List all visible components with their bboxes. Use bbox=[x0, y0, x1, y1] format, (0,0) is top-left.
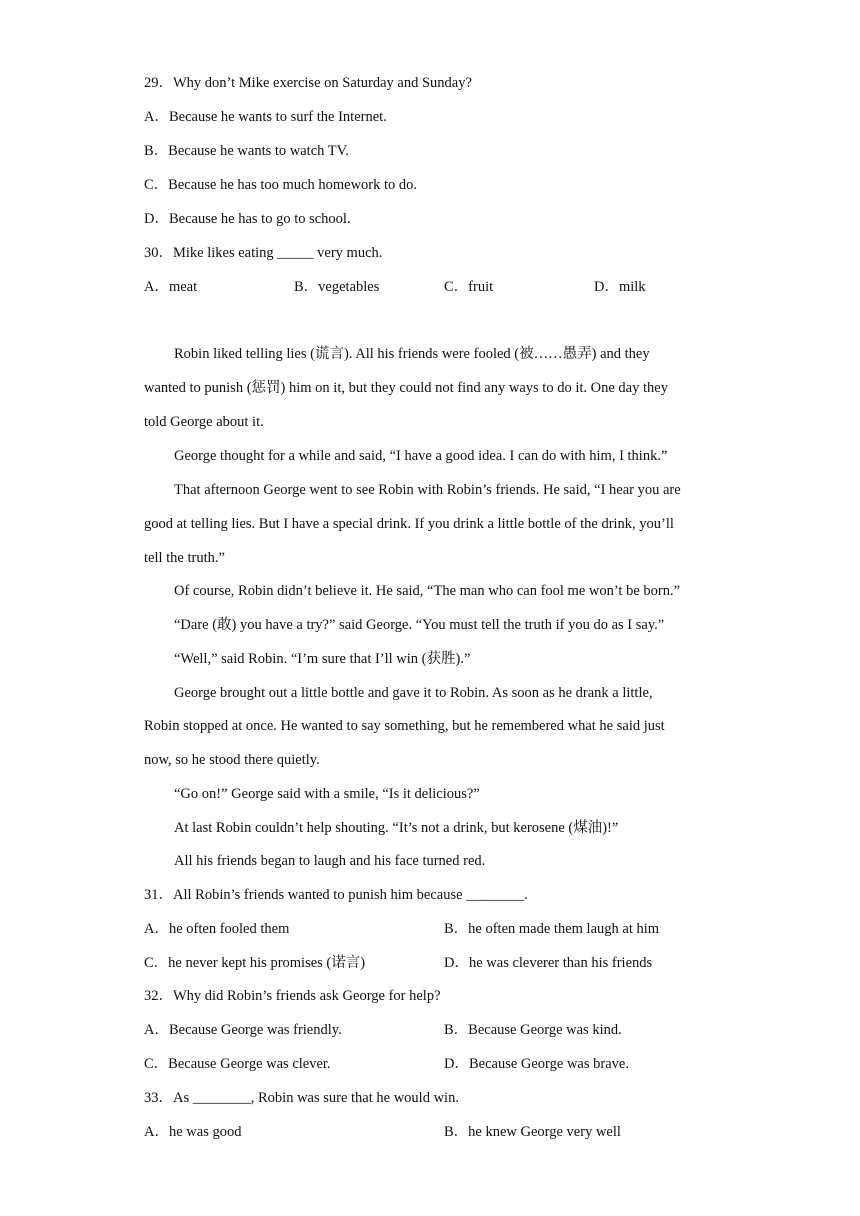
passage-line: George brought out a little bottle and gave it to Robin. As soon as he drank a little, bbox=[174, 685, 653, 701]
question-33-stem: 33．As ________, Robin was sure that he would win. bbox=[144, 1090, 459, 1106]
question-29-stem: 29．Why don’t Mike exercise on Saturday and Sunday? bbox=[144, 75, 472, 91]
passage-line: wanted to punish (惩罚) him on it, but they could not find any ways to do it. One day they bbox=[144, 380, 668, 396]
passage-line: told George about it. bbox=[144, 414, 264, 430]
passage-line: now, so he stood there quietly. bbox=[144, 752, 320, 768]
passage-line: “Well,” said Robin. “I’m sure that I’ll win (获胜).” bbox=[174, 651, 471, 667]
passage-line: At last Robin couldn’t help shouting. “It’s not a drink, but kerosene (煤油)!” bbox=[174, 820, 619, 836]
passage-line: “Dare (敢) you have a try?” said George. “You must tell the truth if you do as I say.” bbox=[174, 617, 665, 633]
passage-line: “Go on!” George said with a smile, “Is it delicious?” bbox=[174, 786, 480, 802]
question-30-option-d: D．milk bbox=[594, 279, 646, 295]
passage-line: Robin stopped at once. He wanted to say something, but he remembered what he said just bbox=[144, 718, 665, 734]
question-33-option-a: A．he was good bbox=[144, 1124, 242, 1140]
question-29-option-a: A．Because he wants to surf the Internet. bbox=[144, 109, 387, 125]
question-33-option-b: B．he knew George very well bbox=[444, 1124, 621, 1140]
question-32-option-c: C．Because George was clever. bbox=[144, 1056, 331, 1072]
passage-line: Robin liked telling lies (谎言). All his friends were fooled (被……愚弄) and they bbox=[174, 346, 650, 362]
question-29-option-b: B．Because he wants to watch TV. bbox=[144, 143, 349, 159]
question-31-stem: 31．All Robin’s friends wanted to punish him because ________. bbox=[144, 887, 528, 903]
question-30-option-b: B．vegetables bbox=[294, 279, 380, 295]
question-30-stem: 30．Mike likes eating _____ very much. bbox=[144, 245, 383, 261]
passage-line: good at telling lies. But I have a special drink. If you drink a little bottle of the drink, you’ll bbox=[144, 516, 674, 532]
passage-line: That afternoon George went to see Robin with Robin’s friends. He said, “I hear you are bbox=[174, 482, 681, 498]
passage-line: All his friends began to laugh and his face turned red. bbox=[174, 853, 486, 869]
question-29-option-d: D．Because he has to go to school. bbox=[144, 211, 351, 227]
question-30-option-a: A．meat bbox=[144, 279, 198, 295]
passage-line: George thought for a while and said, “I have a good idea. I can do with him, I think.” bbox=[174, 448, 668, 464]
passage-line: tell the truth.” bbox=[144, 550, 225, 566]
question-31-option-b: B．he often made them laugh at him bbox=[444, 921, 660, 937]
question-32-stem: 32．Why did Robin’s friends ask George for help? bbox=[144, 988, 441, 1004]
passage-line: Of course, Robin didn’t believe it. He said, “The man who can fool me won’t be born.” bbox=[174, 583, 681, 599]
question-32-option-d: D．Because George was brave. bbox=[444, 1056, 629, 1072]
question-32-option-b: B．Because George was kind. bbox=[444, 1022, 622, 1038]
question-31-option-c: C．he never kept his promises (诺言) bbox=[144, 955, 366, 971]
question-29-option-c: C．Because he has too much homework to do. bbox=[144, 177, 418, 193]
question-31-option-d: D．he was cleverer than his friends bbox=[444, 955, 653, 971]
question-30-option-c: C．fruit bbox=[444, 279, 494, 295]
question-32-option-a: A．Because George was friendly. bbox=[144, 1022, 342, 1038]
question-31-option-a: A．he often fooled them bbox=[144, 921, 290, 937]
